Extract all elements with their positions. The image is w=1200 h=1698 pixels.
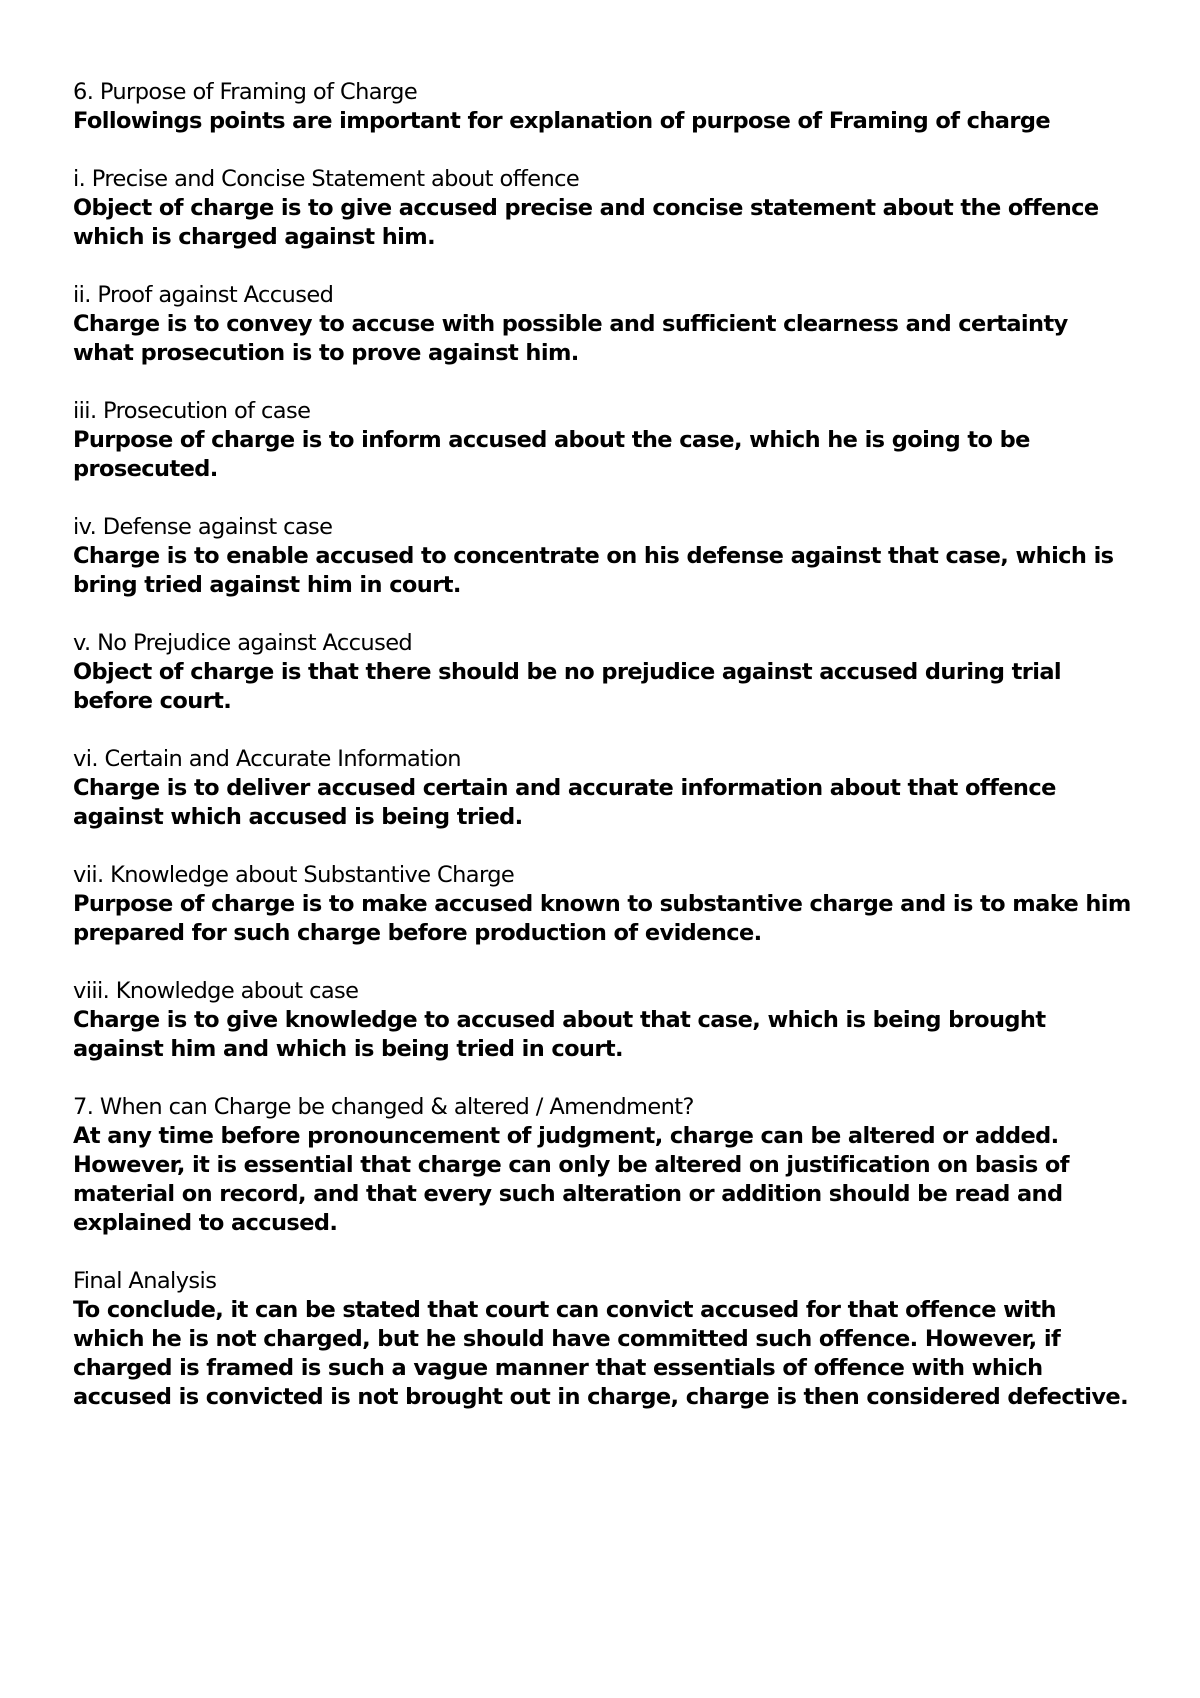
section-body: Purpose of charge is to make accused known to substantive charge and is to make him prepared for such charge before production of evidence. [73, 891, 1131, 946]
section-body: Charge is to give knowledge to accused about that case, which is being brought against him and which is being tried in court. [73, 1007, 1046, 1062]
section-heading: vii. Knowledge about Substantive Charge [73, 862, 515, 888]
section-body: Object of charge is that there should be no prejudice against accused during trial before court. [73, 659, 1062, 714]
section-heading: iii. Prosecution of case [73, 398, 311, 424]
section-heading: i. Precise and Concise Statement about offence [73, 166, 580, 192]
section-heading: ii. Proof against Accused [73, 282, 334, 308]
section-heading: 7. When can Charge be changed & altered / Amendment? [73, 1094, 694, 1120]
section-no-prejudice [73, 629, 1133, 716]
section-heading: 6. Purpose of Framing of Charge [73, 79, 418, 105]
section-body: Charge is to convey to accuse with possible and sufficient clearness and certainty what prosecution is to prove against him. [73, 311, 1068, 366]
section-body: Charge is to deliver accused certain and accurate information about that offence against which accused is being tried. [73, 775, 1056, 830]
section-heading: vi. Certain and Accurate Information [73, 746, 461, 772]
section-heading: Final Analysis [73, 1268, 217, 1294]
section-substantive-charge [73, 861, 1133, 948]
section-proof-against-accused [73, 281, 1133, 368]
section-knowledge-about-case [73, 977, 1133, 1064]
section-defense-against-case [73, 513, 1133, 600]
section-heading: v. No Prejudice against Accused [73, 630, 413, 656]
document-page [73, 78, 1133, 1412]
section-body: Charge is to enable accused to concentrate on his defense against that case, which is bring tried against him in court. [73, 543, 1114, 598]
section-body: Followings points are important for explanation of purpose of Framing of charge [73, 108, 1051, 134]
section-body: Object of charge is to give accused precise and concise statement about the offence which is charged against him. [73, 195, 1099, 250]
section-body: To conclude, it can be stated that court can convict accused for that offence with which he is not charged, but he should have committed such offence. However, if charged is framed is such a vague manner that essentials of offence with which accused is convicted is not brought out in charge, charge is then considered defective. [73, 1297, 1129, 1410]
section-certain-accurate-information [73, 745, 1133, 832]
section-precise-concise-statement [73, 165, 1133, 252]
section-heading: iv. Defense against case [73, 514, 333, 540]
section-body: At any time before pronouncement of judgment, charge can be altered or added. However, it is essential that charge can only be altered on justification on basis of material on record, and that every such alteration or addition should be read and explained to accused. [73, 1123, 1069, 1236]
section-purpose-of-framing [73, 78, 1133, 136]
section-body: Purpose of charge is to inform accused about the case, which he is going to be prosecuted. [73, 427, 1030, 482]
section-final-analysis [73, 1267, 1133, 1412]
section-charge-amendment [73, 1093, 1133, 1238]
section-prosecution-of-case [73, 397, 1133, 484]
section-heading: viii. Knowledge about case [73, 978, 359, 1004]
